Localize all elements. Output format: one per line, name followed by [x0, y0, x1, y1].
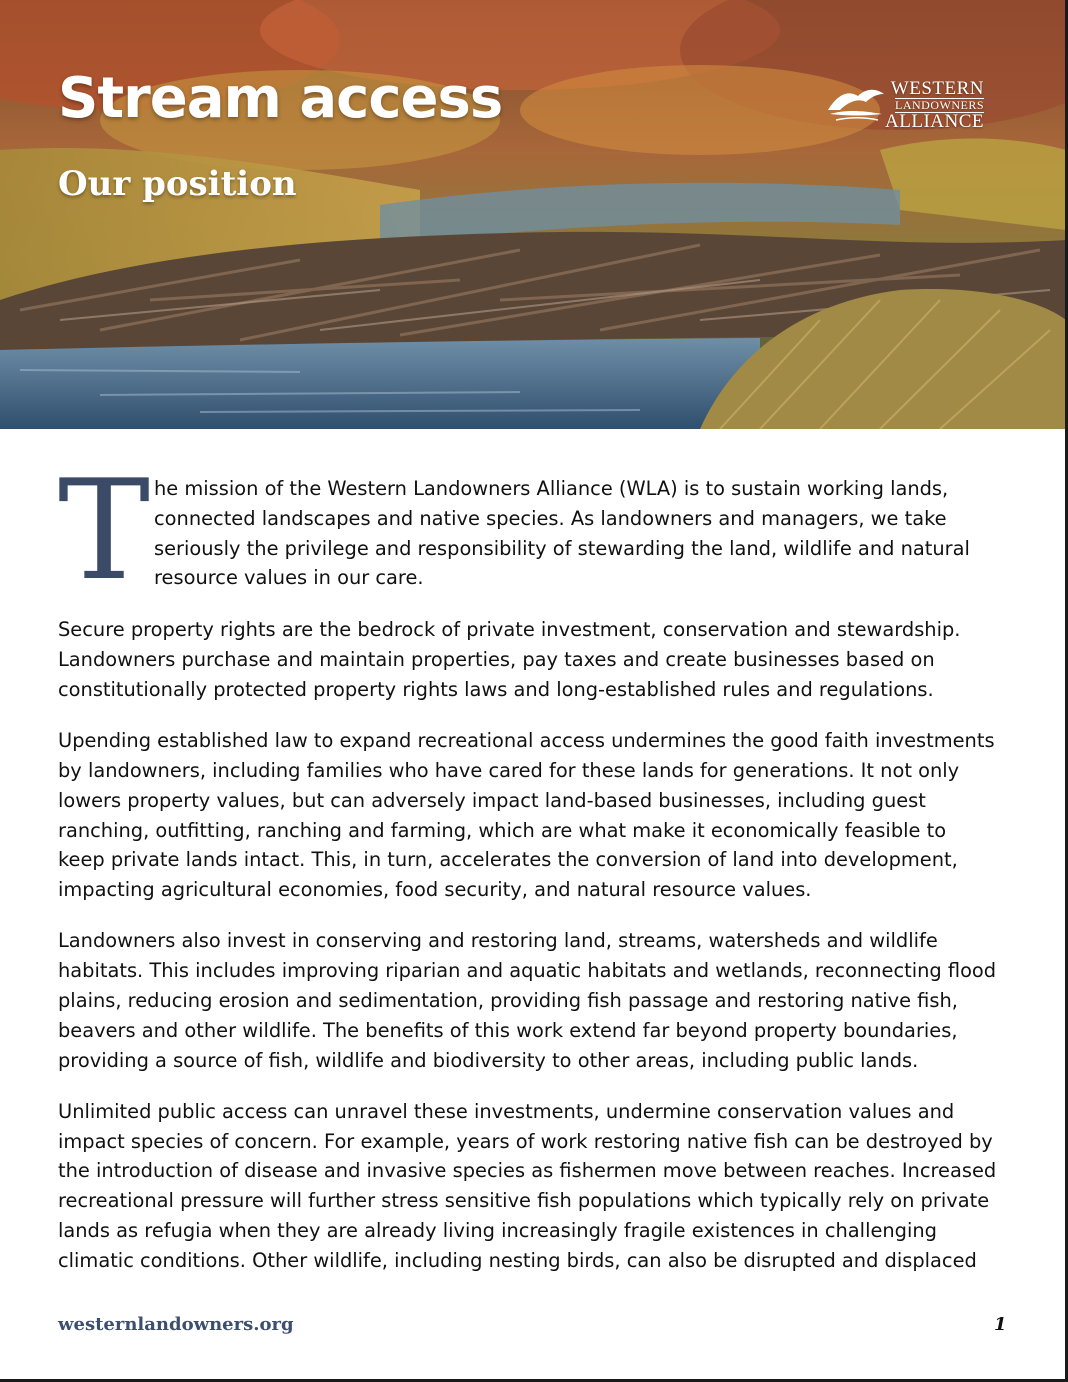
hero-photo [0, 0, 1066, 429]
body-text [58, 450, 998, 1297]
page-number: 1 [994, 1314, 1007, 1335]
drop-cap: T [58, 450, 151, 611]
intro-paragraph [58, 450, 998, 611]
logo-line-western: WESTERN [890, 78, 984, 99]
paragraph: Unlimited public access can unravel these investments, undermine conservation values and impact species of concern. For example, years of work restoring native fish can be destroyed by the introduction of disease and invasive species as fishermen move between reaches. Increased recreational pressure will further stress sensitive fish populations which typically rely on private lands as refugia when they are already living increasingly fragile existences in challenging climatic conditions. Other wildlife, including nesting birds, can also be disrupted and displaced [58, 1099, 997, 1272]
logo-line-landowners: LANDOWNERS [895, 98, 984, 112]
mountain-landscape-icon [826, 80, 886, 124]
logo-line-alliance: ALLIANCE [885, 111, 984, 132]
logo [826, 78, 986, 130]
footer-website-link[interactable]: westernlandowners.org [58, 1314, 294, 1335]
page-title: Stream access [58, 66, 503, 131]
paragraph: Secure property rights are the bedrock of private investment, conservation and stewardship. Landowners purchase and maintain properties, pay taxes and create businesses based on constitutionally protected property rights laws and long-established rules and regulations. [58, 618, 961, 701]
page-subtitle: Our position [58, 164, 297, 204]
intro-paragraph-text: he mission of the Western Landowners Alliance (WLA) is to sustain working lands, connected landscapes and native species. As landowners and managers, we take seriously the privilege and responsibility of stewarding the land, wildlife and natural resource values in our care. [154, 477, 970, 590]
paragraph: Landowners also invest in conserving and restoring land, streams, watersheds and wildlife habitats. This includes improving riparian and aquatic habitats and wetlands, reconnecting flood plains, reducing erosion and sedimentation, providing fish passage and restoring native fish, beavers and other wildlife. The benefits of this work extend far beyond property boundaries, providing a source of fish, wildlife and biodiversity to other areas, including public lands. [58, 929, 997, 1072]
stream-landscape-photo [0, 0, 1066, 429]
paragraph: Upending established law to expand recreational access undermines the good faith investments by landowners, including families who have cared for these lands for generations. It not only lowers property values, but can adversely impact land-based businesses, including guest ranching, outfitting, ranching and farming, which are what make it economically feasible to keep private lands intact. This, in turn, accelerates the conversion of land into development, impacting agricultural economies, food security, and natural resource values. [58, 729, 995, 902]
